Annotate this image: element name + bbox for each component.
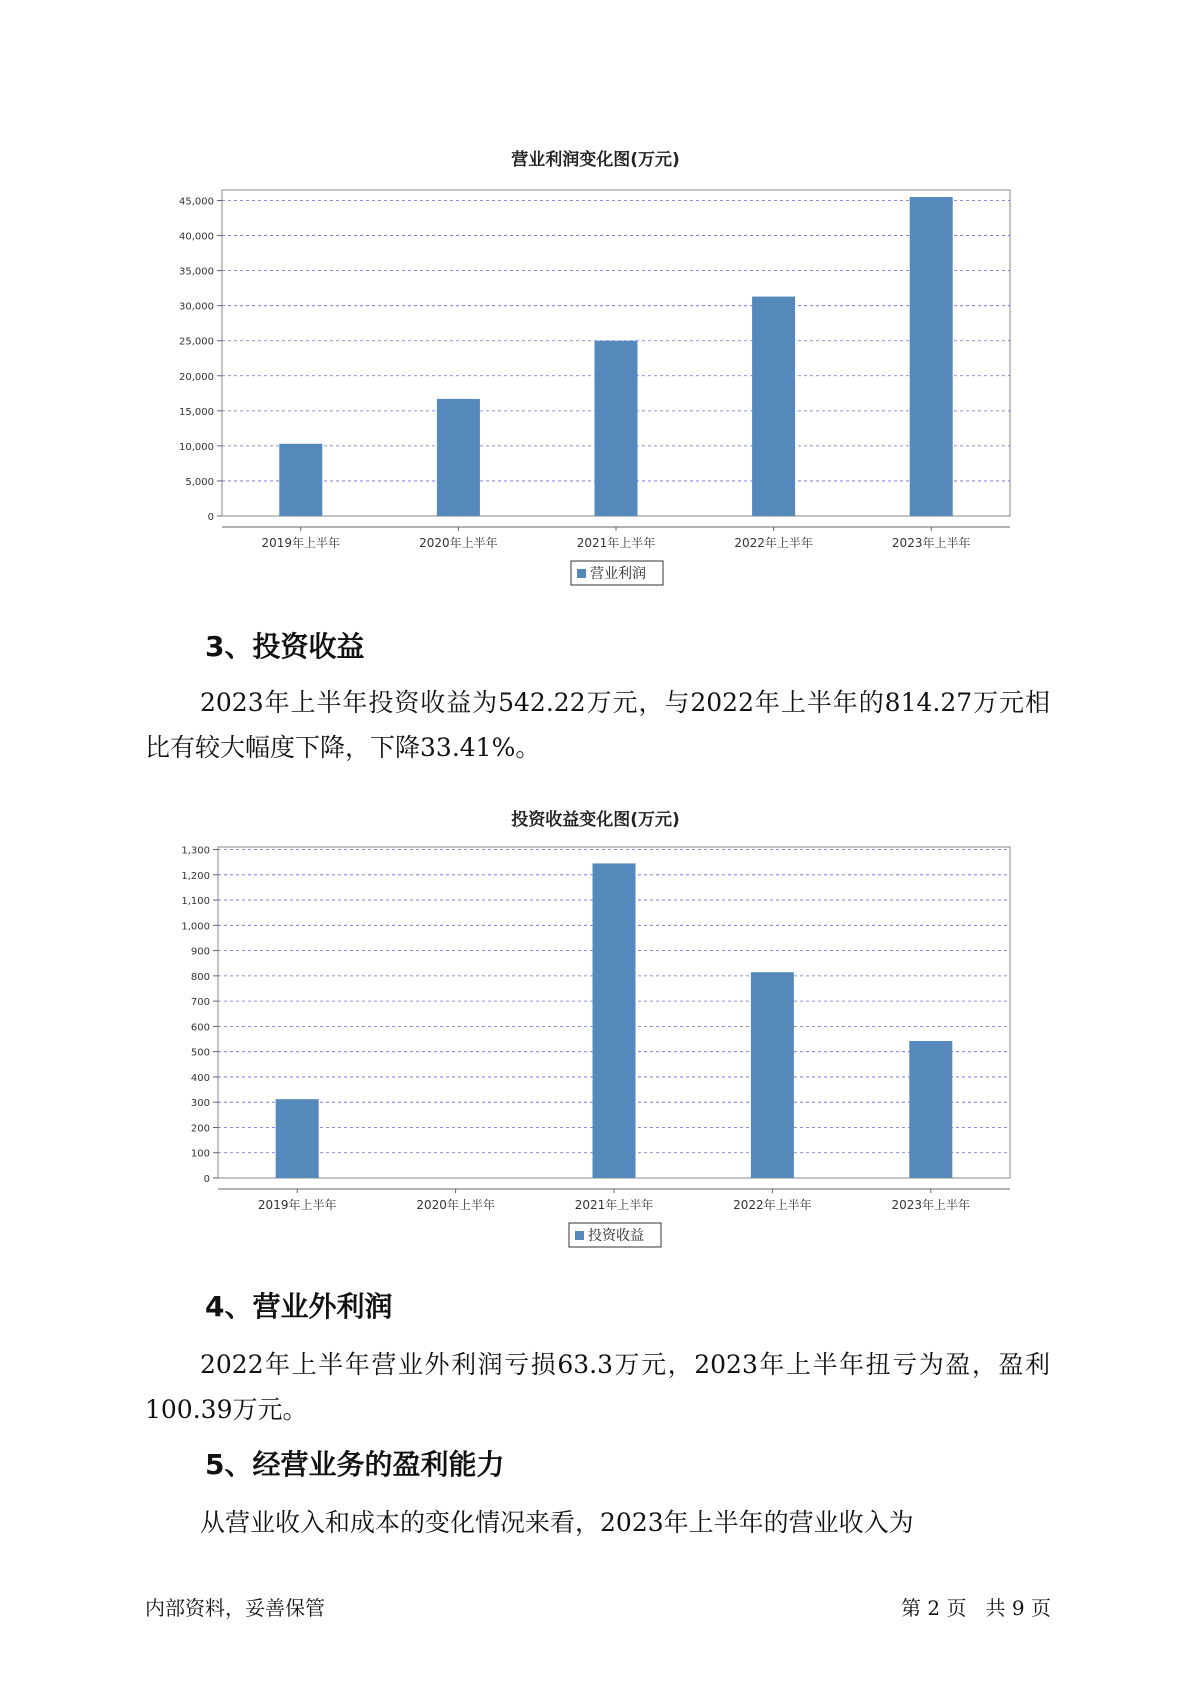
y-tick-label: 300 (190, 1098, 210, 1110)
section-3-text: 2023年上半年投资收益为542.22万元，与2022年上半年的814.27万元相比有较大幅度下降，下降33.41%。 (145, 688, 1050, 762)
chart1-title: 营业利润变化图(万元) (511, 150, 680, 170)
y-tick-label: 200 (190, 1123, 210, 1135)
y-tick-label: 10,000 (179, 441, 214, 453)
bar (437, 399, 480, 516)
y-tick-label: 5,000 (185, 476, 214, 488)
bar (751, 972, 794, 1178)
y-tick-label: 500 (190, 1047, 210, 1059)
bar (276, 1099, 319, 1178)
bar (279, 444, 322, 516)
legend-swatch (575, 1231, 584, 1240)
section-4-text: 2022年上半年营业外利润亏损63.3万元，2023年上半年扭亏为盈，盈利100.39万元。 (145, 1350, 1050, 1424)
x-tick-label: 2020年上半年 (419, 536, 498, 550)
x-tick-label: 2020年上半年 (416, 1198, 495, 1212)
x-tick-label: 2019年上半年 (257, 1198, 337, 1212)
y-tick-label: 1,100 (181, 896, 210, 908)
bar (752, 297, 795, 516)
bar (909, 1041, 952, 1178)
y-tick-label: 25,000 (179, 336, 214, 348)
y-tick-label: 400 (190, 1072, 210, 1084)
y-tick-label: 35,000 (179, 266, 214, 278)
x-tick-label: 2022年上半年 (734, 536, 813, 550)
y-tick-label: 45,000 (179, 196, 214, 208)
legend-label: 投资收益 (588, 1228, 644, 1244)
legend-label: 营业利润 (590, 566, 646, 582)
footer-page-number: 第 2 页 共 9 页 (901, 1596, 1051, 1620)
y-tick-label: 1,000 (181, 921, 210, 933)
footer-left: 内部资料，妥善保管 (145, 1596, 325, 1620)
section-3-heading: 3、投资收益 (205, 630, 365, 663)
x-tick-label: 2021年上半年 (574, 1198, 654, 1212)
investment-income-chart (0, 830, 1191, 1250)
x-tick-label: 2023年上半年 (891, 1198, 971, 1212)
y-tick-label: 1,300 (181, 845, 210, 857)
y-tick-label: 30,000 (179, 301, 214, 313)
x-tick-label: 2021年上半年 (576, 536, 656, 550)
section-5-heading: 5、经营业务的盈利能力 (205, 1448, 505, 1481)
y-tick-label: 600 (190, 1022, 210, 1034)
legend-swatch (577, 569, 586, 578)
y-tick-label: 20,000 (179, 371, 214, 383)
y-tick-label: 800 (190, 971, 210, 983)
y-tick-label: 40,000 (179, 231, 214, 243)
section-5-text: 从营业收入和成本的变化情况来看，2023年上半年的营业收入为 (200, 1508, 914, 1537)
y-tick-label: 15,000 (179, 406, 214, 418)
bar (910, 197, 953, 516)
y-tick-label: 900 (190, 946, 210, 958)
y-tick-label: 700 (190, 997, 210, 1009)
y-tick-label: 0 (203, 1174, 210, 1185)
x-tick-label: 2023年上半年 (891, 536, 971, 550)
bar (593, 863, 636, 1178)
y-tick-label: 0 (207, 512, 214, 523)
x-tick-label: 2022年上半年 (733, 1198, 812, 1212)
chart2-title: 投资收益变化图(万元) (511, 810, 680, 830)
y-tick-label: 1,200 (181, 870, 210, 882)
x-tick-label: 2019年上半年 (261, 536, 341, 550)
y-tick-label: 100 (190, 1148, 210, 1160)
operating-profit-chart (0, 170, 1191, 590)
section-4-heading: 4、营业外利润 (205, 1290, 393, 1323)
bar (595, 341, 638, 516)
